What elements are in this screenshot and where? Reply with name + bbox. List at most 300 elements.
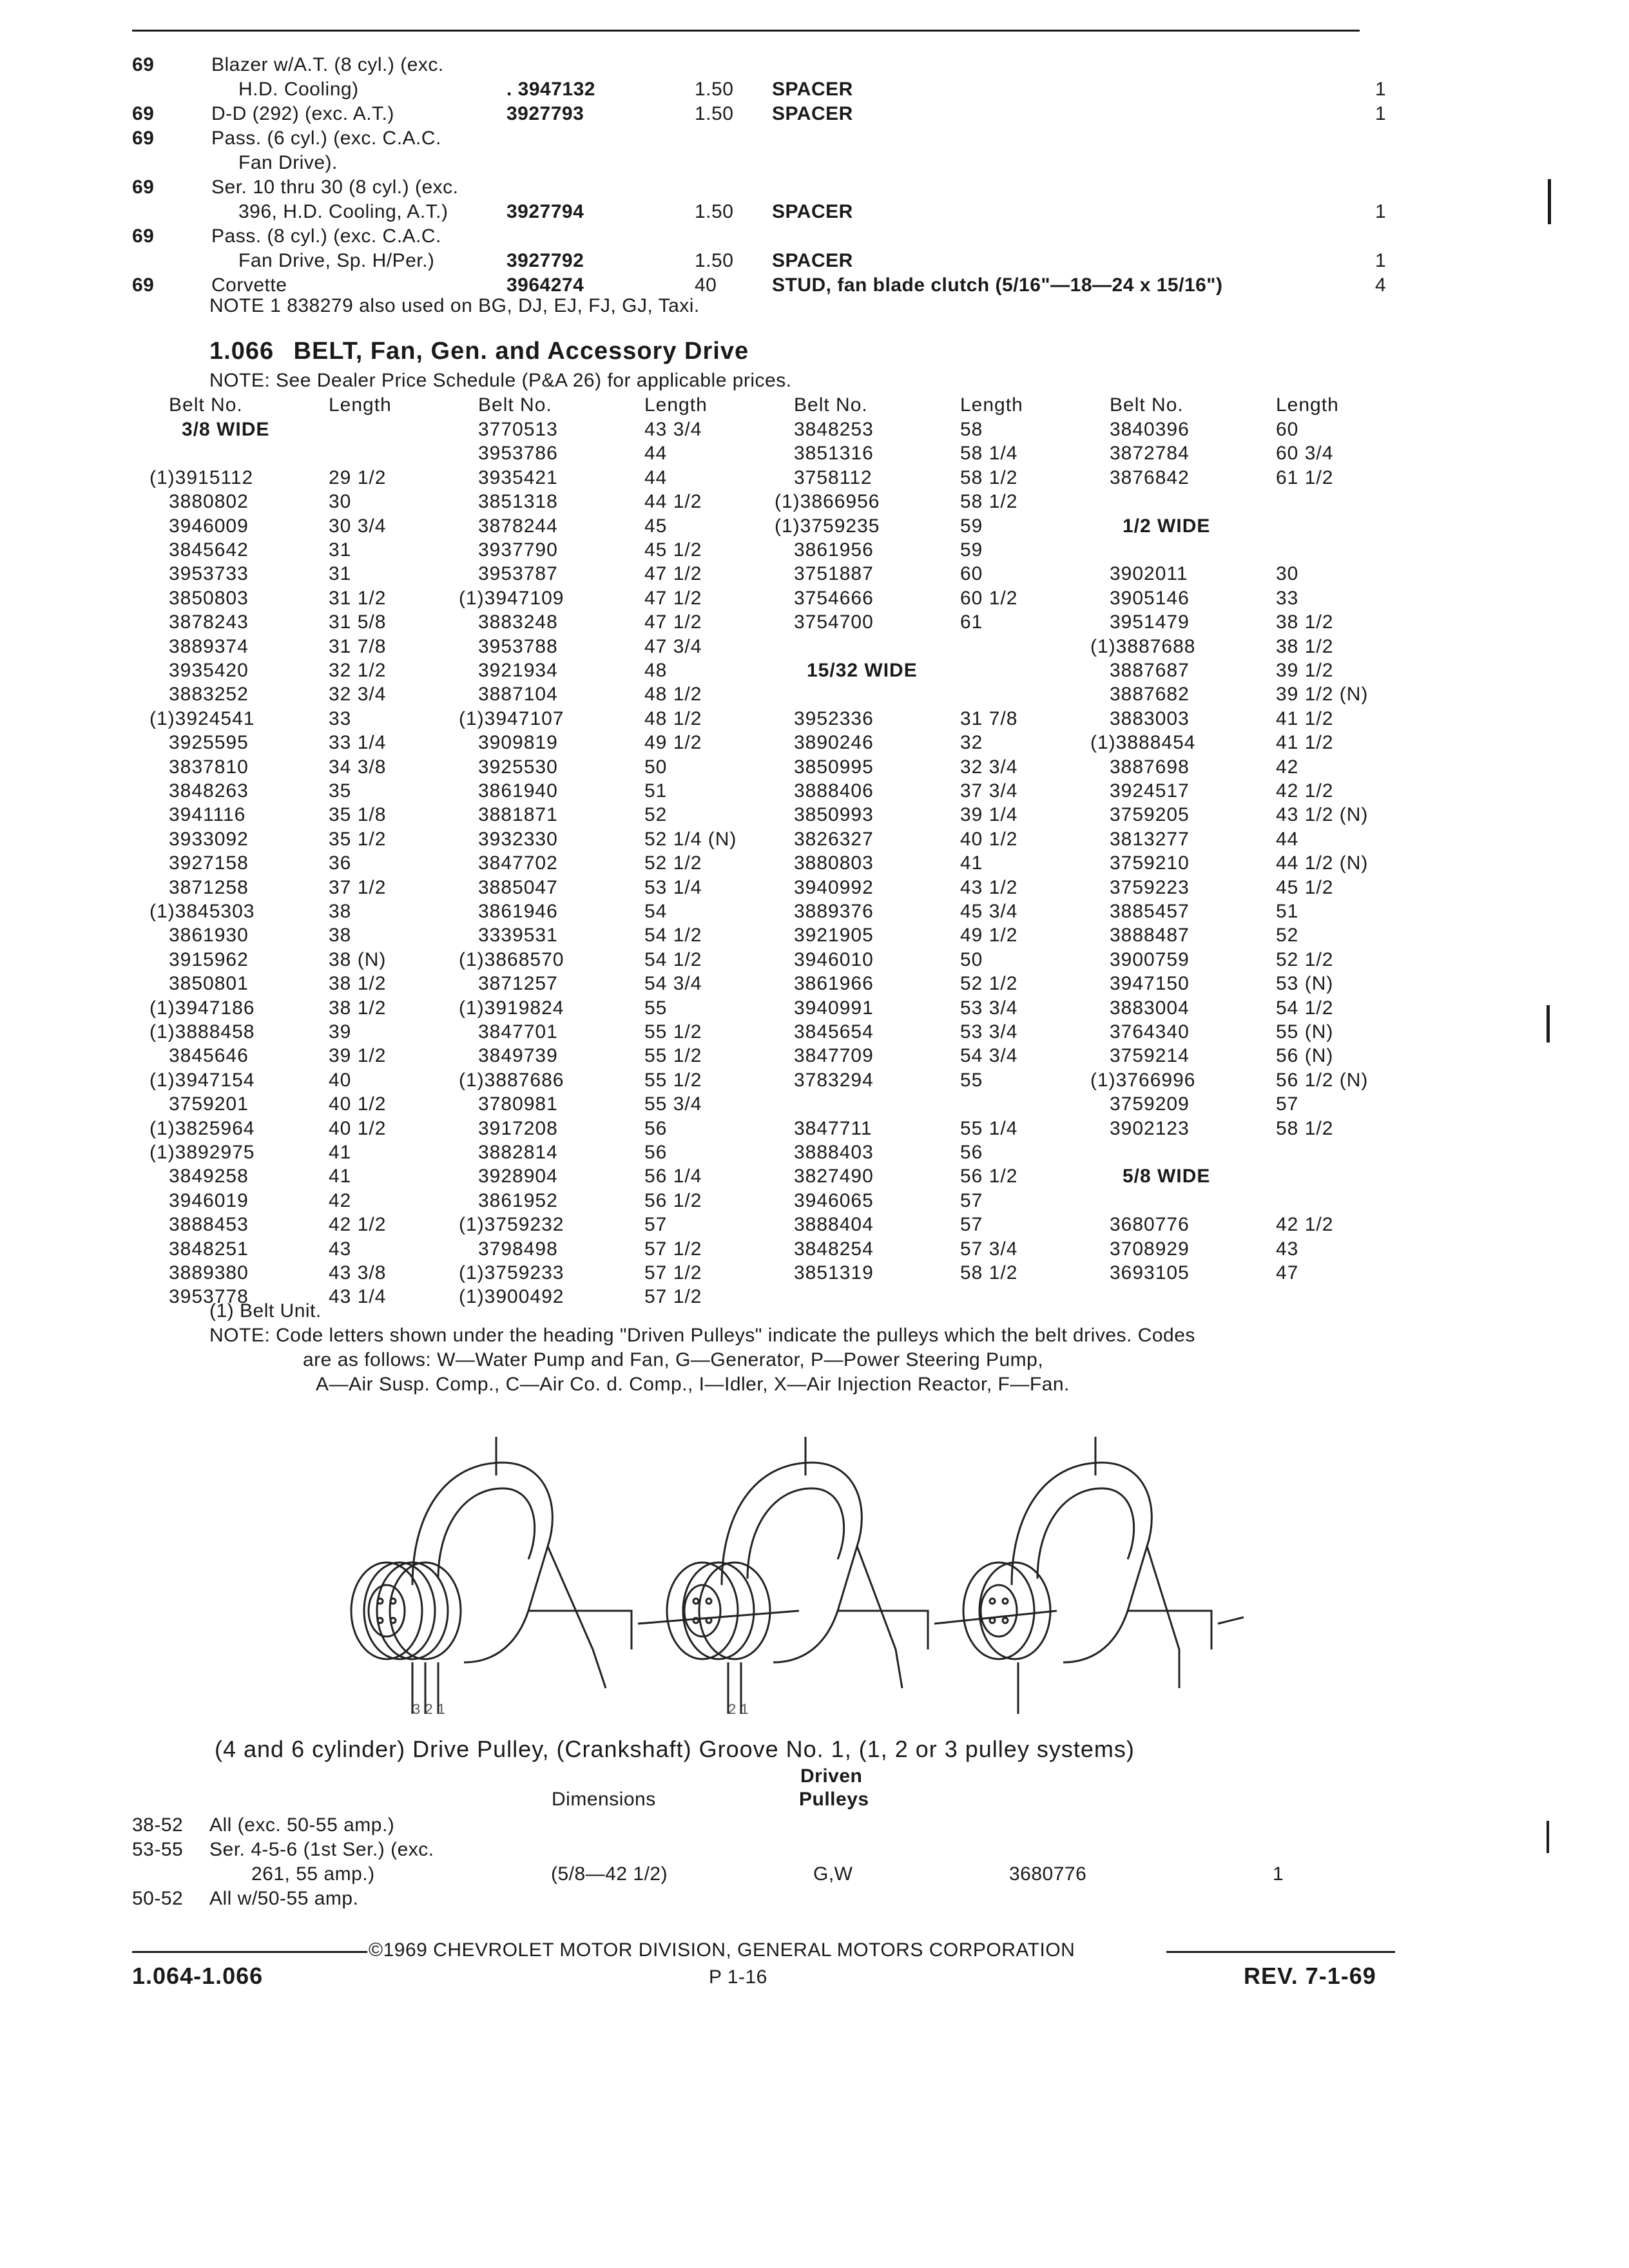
belt-length: 47 1/2 — [644, 611, 702, 633]
belt-number: 3885457 — [1110, 901, 1190, 922]
revision-date: REV. 7-1-69 — [1244, 1963, 1376, 1989]
belt-length: 60 — [960, 563, 983, 585]
belt-number: 3764340 — [1110, 1021, 1190, 1043]
belt-number: (1)3915112 — [149, 466, 254, 488]
belt-length: 45 1/2 — [1276, 876, 1334, 898]
belt-number: 3780981 — [478, 1093, 558, 1115]
pulley-figure-two-groove — [667, 1437, 1057, 1714]
belt-header-number: Belt No. — [478, 394, 552, 416]
belt-length: 40 — [329, 1069, 352, 1091]
belt-number: 3887104 — [478, 684, 558, 706]
belt-number: 3847702 — [478, 852, 558, 874]
belt-number: 3909819 — [478, 732, 558, 754]
belt-length: 55 — [960, 1069, 983, 1091]
belt-number: 3850995 — [794, 756, 874, 778]
belt-length: 40 1/2 — [329, 1093, 387, 1115]
spacer-group: 69 — [132, 274, 155, 296]
belt-number: 3878244 — [478, 515, 558, 537]
belt-number: 3953733 — [169, 563, 249, 585]
belt-number: 3902011 — [1110, 563, 1188, 585]
spacer-desc: Pass. (6 cyl.) (exc. C.A.C. — [211, 128, 441, 149]
spacer-name: SPACER — [772, 103, 853, 124]
belt-length: 52 1/4 (N) — [644, 828, 737, 850]
footer-rule-left — [132, 1951, 367, 1953]
top-rule — [132, 30, 1360, 32]
belt-number: 3883004 — [1110, 997, 1190, 1019]
belt-number: (1)3900492 — [459, 1286, 564, 1308]
belt-number: 3946009 — [169, 515, 249, 537]
belt-length: 48 1/2 — [644, 707, 702, 729]
belt-number: 3890246 — [794, 732, 874, 754]
belt-number: (1)3759233 — [459, 1262, 564, 1283]
belt-number: 3876842 — [1110, 466, 1190, 488]
margin-mark-1 — [1548, 179, 1551, 224]
pulley-desc: Ser. 4-5-6 (1st Ser.) (exc. — [209, 1839, 434, 1860]
belt-length: 56 — [644, 1142, 668, 1163]
spacer-qty: 1 — [1375, 201, 1387, 222]
belt-length: 60 — [1276, 419, 1299, 440]
belt-length: 39 1/2 — [1276, 660, 1334, 681]
belt-header-number: Belt No. — [794, 394, 868, 416]
belt-number: 3888403 — [794, 1142, 874, 1163]
pulley-years: 38-52 — [132, 1814, 184, 1836]
belt-length: 53 1/4 — [644, 876, 702, 898]
belt-number: 3921905 — [794, 925, 874, 947]
section-title: BELT, Fan, Gen. and Accessory Drive — [293, 338, 749, 365]
belt-length: 39 1/2 — [329, 1045, 387, 1067]
belt-length: 56 1/4 — [644, 1166, 702, 1187]
belt-length: 34 3/8 — [329, 756, 387, 778]
spacer-group: 69 — [132, 226, 155, 247]
belt-number: 3850801 — [169, 973, 249, 995]
belt-length: 37 1/2 — [329, 876, 387, 898]
belt-number: 3953778 — [169, 1286, 249, 1308]
belt-length: 47 — [1276, 1262, 1299, 1283]
belt-length: 57 — [644, 1214, 668, 1236]
belt-length: 53 (N) — [1276, 973, 1334, 995]
belt-length: 41 — [329, 1166, 352, 1187]
belt-number: 3947150 — [1110, 973, 1190, 995]
belt-number: 3861930 — [169, 925, 249, 947]
spacer-desc: Blazer w/A.T. (8 cyl.) (exc. — [211, 54, 444, 75]
belt-number: 3693105 — [1110, 1262, 1190, 1283]
belt-length: 37 3/4 — [960, 780, 1018, 802]
belt-length: 41 — [329, 1142, 352, 1163]
pulley-figure-three-groove — [351, 1437, 799, 1714]
belt-number: 3848263 — [169, 780, 249, 802]
belt-number: 3848254 — [794, 1238, 874, 1260]
margin-mark-2 — [1547, 1005, 1550, 1043]
belt-number: 3871257 — [478, 973, 558, 995]
belt-length: 55 — [644, 997, 668, 1019]
belt-length: 56 1/2 — [644, 1189, 702, 1211]
belt-number: 3339531 — [478, 925, 558, 947]
belt-number: 3924517 — [1110, 780, 1190, 802]
belt-length: 41 — [960, 852, 983, 874]
belt-number: 3889374 — [169, 635, 249, 657]
belt-length: 61 — [960, 611, 983, 633]
spacer-group: 69 — [132, 128, 155, 149]
belt-number: 3751887 — [794, 563, 874, 585]
belt-length: 43 — [1276, 1238, 1299, 1260]
belt-length: 40 1/2 — [329, 1117, 387, 1139]
belt-number: 3927158 — [169, 852, 249, 874]
belt-length: 58 1/2 — [960, 1262, 1018, 1283]
belt-length: 47 1/2 — [644, 587, 702, 609]
belt-number: (1)3947107 — [459, 707, 564, 729]
belt-length: 54 1/2 — [1276, 997, 1334, 1019]
belt-number: 3840396 — [1110, 419, 1190, 440]
belt-length: 45 1/2 — [644, 539, 702, 561]
belt-length: 56 — [960, 1142, 983, 1163]
belt-length: 54 1/2 — [644, 925, 702, 947]
belt-length: 49 1/2 — [960, 925, 1018, 947]
belt-length: 44 1/2 (N) — [1276, 852, 1369, 874]
belt-number: 3887682 — [1110, 684, 1190, 706]
belt-number: 3861952 — [478, 1189, 558, 1211]
code-note-1: NOTE: Code letters shown under the heading "Driven Pulleys" indicate the pulleys which the belt drives. Codes — [209, 1325, 1195, 1346]
belt-header-number: Belt No. — [169, 394, 243, 416]
width-group-label: 5/8 WIDE — [1123, 1166, 1211, 1187]
belt-number: 3932330 — [478, 828, 558, 850]
belt-length: 44 1/2 — [644, 491, 702, 513]
belt-header-length: Length — [329, 394, 392, 416]
belt-number: 3848253 — [794, 419, 874, 440]
spacer-qty: 4 — [1375, 274, 1387, 296]
belt-length: 57 1/2 — [644, 1262, 702, 1283]
belt-length: 31 7/8 — [329, 635, 387, 657]
belt-number: 3850803 — [169, 587, 249, 609]
belt-length: 36 — [329, 852, 352, 874]
spacer-part-number: 3927794 — [506, 201, 584, 222]
belt-number: 3883248 — [478, 611, 558, 633]
belt-number: 3759201 — [169, 1093, 249, 1115]
spacer-value: 1.50 — [695, 201, 734, 222]
belt-length: 35 1/8 — [329, 804, 387, 826]
belt-length: 56 (N) — [1276, 1045, 1334, 1067]
page-number: P 1-16 — [709, 1966, 767, 1988]
drive-pulley-illustration — [335, 1418, 1250, 1727]
belt-length: 44 — [1276, 828, 1299, 850]
spacer-name: SPACER — [772, 201, 853, 222]
belt-number: 3845642 — [169, 539, 249, 561]
belt-number: 3783294 — [794, 1069, 874, 1091]
spacer-part-number: 3964274 — [506, 274, 584, 296]
belt-number: 3880803 — [794, 852, 874, 874]
pulley-years: 53-55 — [132, 1839, 184, 1860]
belt-number: 3905146 — [1110, 587, 1190, 609]
belt-number: 3759214 — [1110, 1045, 1190, 1067]
belt-number: 3871258 — [169, 876, 249, 898]
belt-length: 44 — [644, 443, 668, 465]
pulley-desc: All (exc. 50-55 amp.) — [209, 1814, 395, 1836]
belt-number: 3915962 — [169, 948, 249, 970]
belt-length: 41 1/2 — [1276, 707, 1334, 729]
belt-length: 52 1/2 — [644, 852, 702, 874]
belt-length: 30 — [1276, 563, 1299, 585]
belt-number: 3953786 — [478, 443, 558, 465]
belt-number: 3888453 — [169, 1214, 249, 1236]
belt-number: 3935420 — [169, 660, 249, 681]
belt-length: 32 1/2 — [329, 660, 387, 681]
spacer-name: STUD, fan blade clutch (5/16"—18—24 x 15/16") — [772, 274, 1223, 296]
spacer-desc: Ser. 10 thru 30 (8 cyl.) (exc. — [211, 177, 459, 198]
belt-number: 3888487 — [1110, 925, 1190, 947]
belt-number: 3680776 — [1110, 1214, 1190, 1236]
belt-number: 3759205 — [1110, 804, 1190, 826]
belt-length: 43 1/2 — [960, 876, 1018, 898]
spacer-value: 1.50 — [695, 79, 734, 100]
belt-number: 3798498 — [478, 1238, 558, 1260]
belt-length: 42 — [329, 1189, 352, 1211]
spacer-desc: Corvette — [211, 274, 287, 296]
belt-length: 39 1/2 (N) — [1276, 684, 1369, 706]
belt-number: 3827490 — [794, 1166, 874, 1187]
spacer-desc: Pass. (8 cyl.) (exc. C.A.C. — [211, 226, 441, 247]
belt-number: 3878243 — [169, 611, 249, 633]
belt-length: 56 — [644, 1117, 668, 1139]
belt-unit-note: (1) Belt Unit. — [209, 1300, 322, 1321]
belt-number: 3940991 — [794, 997, 874, 1019]
belt-length: 38 (N) — [329, 948, 387, 970]
belt-number: 3758112 — [794, 466, 872, 488]
belt-number: 3861966 — [794, 973, 874, 995]
belt-number: 3946010 — [794, 948, 874, 970]
spacer-desc: H.D. Cooling) — [238, 79, 359, 100]
belt-number: (1)3888454 — [1090, 732, 1196, 754]
belt-number: 3902123 — [1110, 1117, 1190, 1139]
belt-number: 3847701 — [478, 1021, 558, 1043]
belt-length: 58 1/2 — [960, 466, 1018, 488]
belt-length: 38 1/2 — [1276, 611, 1334, 633]
pulley-header-driven: Driven — [800, 1765, 863, 1787]
belt-number: (1)3947186 — [149, 997, 255, 1019]
belt-number: 3759223 — [1110, 876, 1190, 898]
belt-number: 3837810 — [169, 756, 249, 778]
belt-length: 61 1/2 — [1276, 466, 1334, 488]
belt-length: 42 — [1276, 756, 1299, 778]
spacer-part-number: 3927793 — [506, 103, 584, 124]
spacer-part-number: 3927792 — [506, 250, 584, 271]
belt-length: 38 1/2 — [1276, 635, 1334, 657]
belt-number: 3887687 — [1110, 660, 1190, 681]
belt-number: (1)3887688 — [1090, 635, 1196, 657]
belt-number: 3770513 — [478, 419, 558, 440]
belt-number: 3887698 — [1110, 756, 1190, 778]
belt-header-number: Belt No. — [1110, 394, 1184, 416]
belt-number: 3925530 — [478, 756, 558, 778]
width-group-label: 15/32 WIDE — [807, 660, 918, 681]
belt-number: 3826327 — [794, 828, 874, 850]
belt-length: 43 1/2 (N) — [1276, 804, 1369, 826]
pulley-qty: 1 — [1273, 1863, 1284, 1885]
spacer-qty: 1 — [1375, 79, 1387, 100]
spacer-group: 69 — [132, 54, 155, 75]
belt-number: 3889376 — [794, 901, 874, 922]
belt-length: 35 — [329, 780, 352, 802]
pulley-part-number: 3680776 — [1009, 1863, 1087, 1885]
belt-length: 38 — [329, 925, 352, 947]
belt-length: 54 3/4 — [960, 1045, 1018, 1067]
belt-number: 3885047 — [478, 876, 558, 898]
belt-number: (1)3887686 — [459, 1069, 564, 1091]
belt-number: 3953788 — [478, 635, 558, 657]
belt-length: 33 — [329, 707, 352, 729]
belt-length: 30 — [329, 491, 352, 513]
pulley-header-pulleys: Pulleys — [799, 1789, 869, 1810]
belt-number: (1)3759235 — [775, 515, 880, 537]
spacer-desc: Fan Drive). — [238, 152, 338, 173]
belt-number: (1)3892975 — [149, 1142, 255, 1163]
footer-section-range: 1.064-1.066 — [132, 1963, 264, 1989]
belt-length: 53 3/4 — [960, 997, 1018, 1019]
belt-length: 31 — [329, 563, 352, 585]
belt-number: 3953787 — [478, 563, 558, 585]
belt-length: 43 3/8 — [329, 1262, 387, 1283]
spacer-group: 69 — [132, 177, 155, 198]
belt-length: 53 3/4 — [960, 1021, 1018, 1043]
spacer-name: SPACER — [772, 250, 853, 271]
belt-number: 3759210 — [1110, 852, 1190, 874]
belt-length: 40 1/2 — [960, 828, 1018, 850]
pulley-desc: All w/50-55 amp. — [209, 1888, 359, 1909]
spacer-desc: D-D (292) (exc. A.T.) — [211, 103, 394, 124]
belt-length: 60 3/4 — [1276, 443, 1334, 465]
belt-number: 3813277 — [1110, 828, 1190, 850]
pulley-years: 50-52 — [132, 1888, 184, 1909]
belt-number: 3861940 — [478, 780, 558, 802]
belt-length: 33 — [1276, 587, 1299, 609]
belt-number: 3900759 — [1110, 948, 1190, 970]
belt-number: 3888404 — [794, 1214, 874, 1236]
belt-length: 42 1/2 — [329, 1214, 387, 1236]
belt-number: (1)3947109 — [459, 587, 564, 609]
belt-number: 3849739 — [478, 1045, 558, 1067]
belt-length: 41 1/2 — [1276, 732, 1334, 754]
belt-length: 54 3/4 — [644, 973, 702, 995]
belt-length: 32 — [960, 732, 983, 754]
belt-length: 52 — [644, 804, 668, 826]
belt-number: (1)3759232 — [459, 1214, 564, 1236]
belt-number: 3933092 — [169, 828, 249, 850]
belt-number: (1)3845303 — [149, 901, 255, 922]
footer-rule-right — [1166, 1951, 1395, 1953]
belt-number: 3759209 — [1110, 1093, 1190, 1115]
belt-number: (1)3866956 — [775, 491, 880, 513]
belt-length: 32 3/4 — [329, 684, 387, 706]
belt-length: 43 1/4 — [329, 1286, 387, 1308]
belt-length: 51 — [1276, 901, 1299, 922]
belt-number: (1)3888458 — [149, 1021, 255, 1043]
pulley-header-dimensions: Dimensions — [552, 1789, 656, 1810]
belt-length: 56 1/2 — [960, 1166, 1018, 1187]
width-group-label: 1/2 WIDE — [1123, 515, 1211, 537]
belt-number: (1)3924541 — [149, 707, 255, 729]
belt-number: (1)3919824 — [459, 997, 564, 1019]
spacer-qty: 1 — [1375, 250, 1387, 271]
belt-length: 57 — [960, 1189, 983, 1211]
belt-length: 52 — [1276, 925, 1299, 947]
belt-length: 45 — [644, 515, 668, 537]
belt-number: (1)3947154 — [149, 1069, 255, 1091]
belt-length: 29 1/2 — [329, 466, 387, 488]
belt-number: 3880802 — [169, 491, 249, 513]
belt-number: 3883252 — [169, 684, 249, 706]
belt-length: 35 1/2 — [329, 828, 387, 850]
belt-length: 47 1/2 — [644, 563, 702, 585]
spacer-value: 1.50 — [695, 103, 734, 124]
belt-length: 30 3/4 — [329, 515, 387, 537]
belt-number: 3940992 — [794, 876, 874, 898]
pulley-figure-one-groove — [963, 1437, 1244, 1714]
belt-length: 54 1/2 — [644, 948, 702, 970]
belt-length: 59 — [960, 539, 983, 561]
belt-length: 57 1/2 — [644, 1238, 702, 1260]
belt-length: 55 1/2 — [644, 1045, 702, 1067]
belt-length: 55 (N) — [1276, 1021, 1334, 1043]
belt-number: 3708929 — [1110, 1238, 1190, 1260]
belt-number: 3937790 — [478, 539, 558, 561]
belt-number: 3872784 — [1110, 443, 1190, 465]
spacer-value: 1.50 — [695, 250, 734, 271]
belt-length: 48 1/2 — [644, 684, 702, 706]
belt-length: 42 1/2 — [1276, 780, 1334, 802]
belt-header-length: Length — [1276, 394, 1339, 416]
pulley-desc: 261, 55 amp.) — [251, 1863, 375, 1885]
pulley-driven: G,W — [813, 1863, 853, 1885]
code-note-3: A—Air Susp. Comp., C—Air Co. d. Comp., I—Idler, X—Air Injection Reactor, F—Fan. — [316, 1374, 1070, 1395]
belt-number: (1)3868570 — [459, 948, 564, 970]
section-number: 1.066 — [209, 338, 275, 365]
belt-length: 42 1/2 — [1276, 1214, 1334, 1236]
belt-number: 3951479 — [1110, 611, 1190, 633]
belt-number: 3851319 — [794, 1262, 874, 1283]
belt-number: 3921934 — [478, 660, 558, 681]
belt-number: 3754666 — [794, 587, 874, 609]
spacer-desc: 396, H.D. Cooling, A.T.) — [238, 201, 448, 222]
copyright: ©1969 CHEVROLET MOTOR DIVISION, GENERAL MOTORS CORPORATION — [369, 1939, 1075, 1961]
belt-length: 39 — [329, 1021, 352, 1043]
belt-header-length: Length — [644, 394, 708, 416]
width-group-label: 3/8 WIDE — [182, 419, 270, 440]
belt-header-length: Length — [960, 394, 1023, 416]
belt-length: 48 — [644, 660, 668, 681]
belt-number: 3849258 — [169, 1166, 249, 1187]
belt-number: 3928904 — [478, 1166, 558, 1187]
belt-length: 50 — [644, 756, 668, 778]
belt-length: 32 3/4 — [960, 756, 1018, 778]
section-note: NOTE: See Dealer Price Schedule (P&A 26) for applicable prices. — [209, 370, 792, 391]
belt-length: 31 — [329, 539, 352, 561]
belt-number: 3851316 — [794, 443, 874, 465]
belt-number: 3848251 — [169, 1238, 249, 1260]
belt-number: 3941116 — [169, 804, 246, 826]
belt-length: 58 1/4 — [960, 443, 1018, 465]
belt-number: 3754700 — [794, 611, 874, 633]
belt-length: 39 1/4 — [960, 804, 1018, 826]
belt-number: 3952336 — [794, 707, 874, 729]
belt-number: (1)3766996 — [1090, 1069, 1196, 1091]
belt-number: 3946065 — [794, 1189, 874, 1211]
belt-number: 3888406 — [794, 780, 874, 802]
belt-number: 3847709 — [794, 1045, 874, 1067]
margin-mark-3 — [1547, 1821, 1549, 1853]
spacer-desc: Fan Drive, Sp. H/Per.) — [238, 250, 435, 271]
belt-length: 51 — [644, 780, 668, 802]
spacer-value: 40 — [695, 274, 717, 296]
spacer-name: SPACER — [772, 79, 853, 100]
belt-number: 3883003 — [1110, 707, 1190, 729]
